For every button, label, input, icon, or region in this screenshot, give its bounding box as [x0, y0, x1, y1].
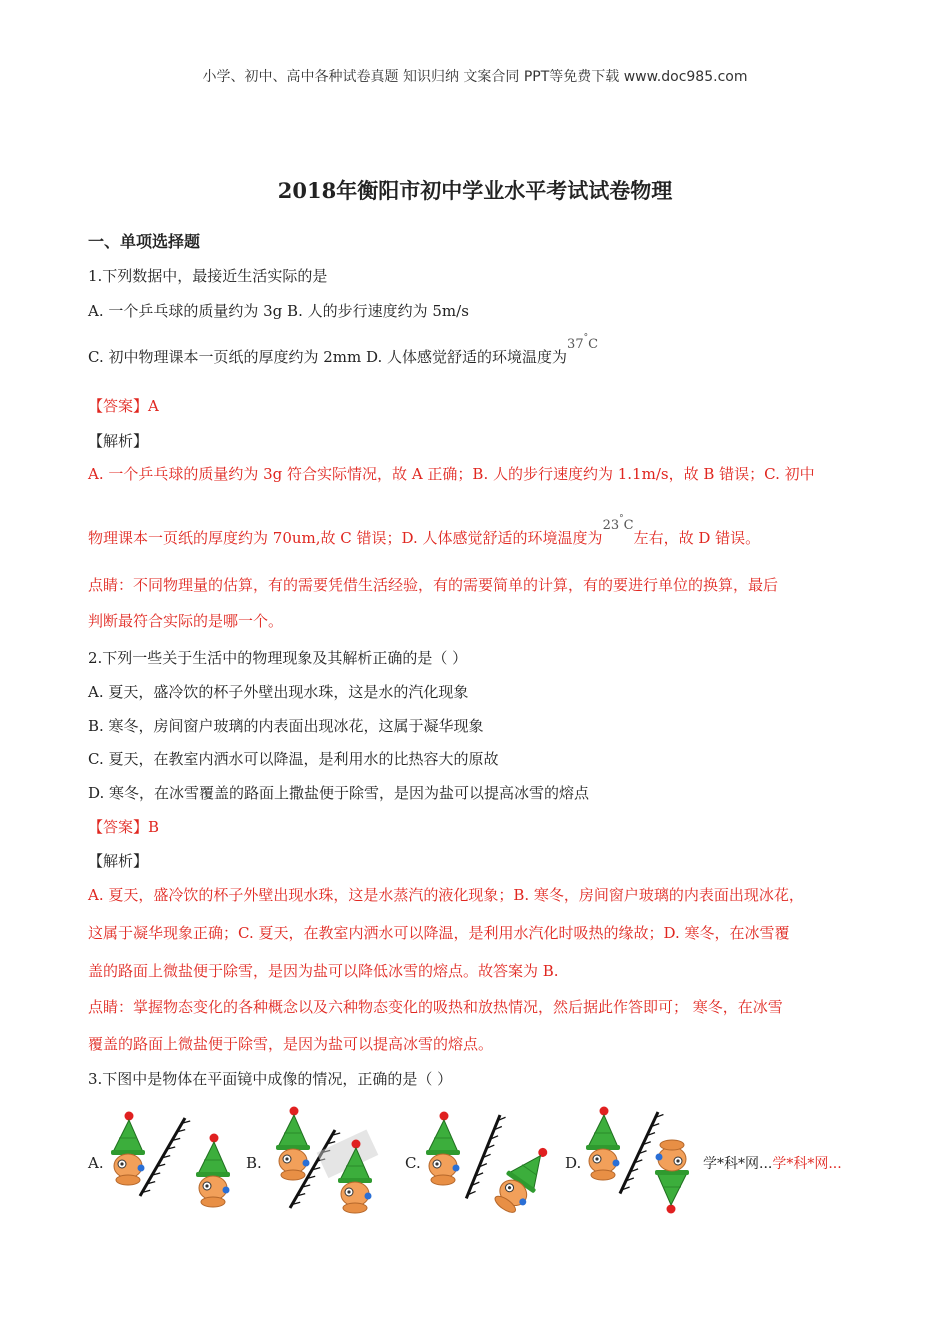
q1-answer: 【答案】A [88, 397, 159, 415]
page-header: 小学、初中、高中各种试卷真题 知识归纳 文案合同 PPT等免费下载 www.doc985.com [202, 69, 748, 85]
q1-analysis-line1: A. 一个乒乓球的质量约为 3g 符合实际情况，故 A 正确；B. 人的步行速度约为 1.1m/s，故 B 错误；C. 初中 [88, 465, 815, 483]
q3-figure [80, 1100, 880, 1225]
q2-option-b: B. 寒冬，房间窗户玻璃的内表面出现冰花，这属于凝华现象 [88, 717, 484, 735]
q1-comment-line1: 点睛：不同物理量的估算，有的需要凭借生活经验，有的需要简单的计算，有的要进行单位的换算，最后 [88, 576, 779, 594]
q1-stem: 1.下列数据中，最接近生活实际的是 [88, 267, 328, 285]
q1-options-cd [88, 333, 599, 367]
q3-watermark-red: 学*科*网... [772, 1156, 842, 1172]
q3-option-d-figure [586, 1107, 689, 1214]
q2-option-d: D. 寒冬，在冰雪覆盖的路面上撒盐便于除雪，是因为盐可以提高冰雪的熔点 [88, 784, 590, 802]
section-heading: 一、单项选择题 [88, 232, 201, 251]
q1-options-cd-text: C. 初中物理课本一页纸的厚度约为 2mm D. 人体感觉舒适的环境温度为 [88, 348, 568, 366]
q3-option-a-figure [111, 1112, 230, 1208]
q3-option-a-label: A. [88, 1154, 104, 1172]
q1-analysis-label: 【解析】 [88, 432, 149, 450]
q1-temp-value: 37 [567, 337, 584, 352]
q1-analysis-temp-value: 23 [602, 518, 620, 533]
q2-option-a: A. 夏天，盛冷饮的杯子外壁出现水珠，这是水的汽化现象 [88, 683, 469, 701]
page-title: 2018年衡阳市初中学业水平考试试卷物理 [277, 178, 673, 203]
q3-watermark [703, 1155, 842, 1172]
q2-comment-line1: 点睛：掌握物态变化的各种概念以及六种物态变化的吸热和放热情况，然后据此作答即可； 寒冬，在冰雪 [88, 998, 783, 1016]
q2-option-c: C. 夏天，在教室内洒水可以降温，是利用水的比热容大的原故 [88, 750, 499, 768]
q3-option-d-label: D. [565, 1154, 582, 1172]
q3-option-b-label: B. [246, 1154, 262, 1172]
q1-analysis-temperature [602, 514, 634, 533]
q1-analysis-line2b: 左右，故 D 错误。 [633, 529, 761, 547]
q1-comment-line2: 判断最符合实际的是哪一个。 [88, 612, 284, 630]
q2-analysis-line3: 盖的路面上微盐便于除雪，是因为盐可以降低冰雪的熔点。故答案为 B. [88, 962, 559, 980]
q2-analysis-line2: 这属于凝华现象正确；C. 夏天，在教室内洒水可以降温，是利用水汽化时吸热的缘故；D. 寒冬，在冰雪覆 [88, 924, 790, 942]
q1-analysis-line2a: 物理课本一页纸的厚度约为 70um,故 C 错误；D. 人体感觉舒适的环境温度为 [88, 529, 603, 547]
q2-analysis-label: 【解析】 [88, 852, 149, 870]
q2-comment-line2: 覆盖的路面上微盐便于除雪，是因为盐可以提高冰雪的熔点。 [88, 1035, 494, 1053]
q3-watermark-black: 学*科*网... [703, 1156, 773, 1172]
q2-answer: 【答案】B [88, 818, 160, 836]
q1-temperature [567, 333, 599, 352]
q1-temp-unit: C [588, 337, 599, 352]
q2-stem: 2.下列一些关于生活中的物理现象及其解析正确的是（ ） [88, 649, 468, 667]
q1-analysis-line2 [88, 514, 761, 548]
q1-analysis-temp-unit: C [623, 518, 634, 533]
q3-stem: 3.下图中是物体在平面镜中成像的情况，正确的是（ ） [88, 1070, 453, 1088]
q3-option-b-figure [276, 1107, 378, 1214]
q3-option-c-label: C. [405, 1154, 421, 1172]
q3-option-c-figure [426, 1112, 558, 1219]
q1-options-ab: A. 一个乒乓球的质量约为 3g B. 人的步行速度约为 5m/s [88, 302, 469, 320]
degree-symbol: ° [583, 333, 589, 343]
q2-analysis-line1: A. 夏天，盛冷饮的杯子外壁出现水珠，这是水蒸汽的液化现象；B. 寒冬，房间窗户玻璃的内表面出现冰花， [88, 886, 804, 904]
degree-symbol: ° [619, 514, 624, 524]
